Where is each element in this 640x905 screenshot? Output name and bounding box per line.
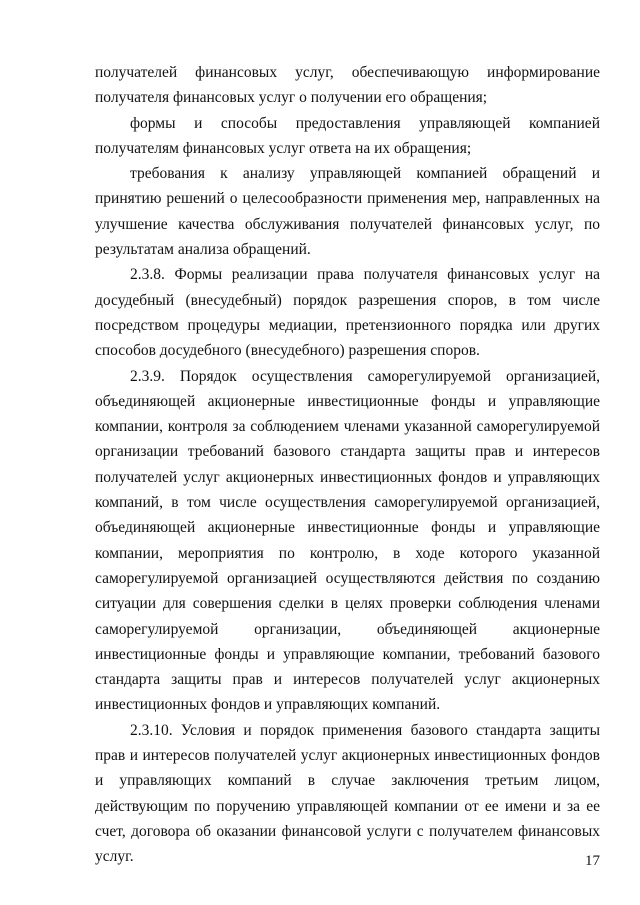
page-number: 17 — [585, 853, 600, 869]
paragraph-2-3-10: 2.3.10. Условия и порядок применения базового стандарта защиты прав и интересов получателей услуг акционерных инвестиционных фондов и управляющих компаний в случае заключения третьим лицом, действующим по поручению управляющей компании от ее имени и за ее счет, договора об оказании финансовой услуги с получателем финансовых услуг. — [95, 721, 600, 866]
paragraph-2-3-9: 2.3.9. Порядок осуществления саморегулируемой организацией, объединяющей акционерные инвестиционные фонды и управляющие компании, контроля за соблюдением членами указанной саморегулируемой организации требований базового стандарта защиты прав и интересов получателей услуг акционерных инвестиционных фондов и управляющих компаний, в том числе осуществления саморегулируемой организацией, объединяющей акционерные инвестиционные фонды и управляющие компании, мероприятия по контролю, в ходе которого указанной саморегулируемой организацией осуществляются действия по созданию ситуации для совершения сделки в целях проверки соблюдения членами саморегулируемой организации, объединяющей акционерные инвестиционные фонды и управляющие компании, требований базового стандарта защиты прав и интересов получателей услуг акционерных инвестиционных фондов и управляющих компаний. — [95, 367, 600, 714]
body-text — [95, 60, 600, 870]
paragraph-3: требования к анализу управляющей компанией обращений и принятию решений о целесообразности применения мер, направленных на улучшение качества обслуживания получателей финансовых услуг, по результатам анализа обращений. — [95, 165, 600, 259]
paragraph-2-3-8: 2.3.8. Формы реализации права получателя финансовых услуг на досудебный (внесудебный) порядок разрешения споров, в том числе посредством процедуры медиации, претензионного порядка или других способов досудебного (внесудебного) разрешения споров. — [95, 266, 600, 360]
paragraph-1: получателей финансовых услуг, обеспечивающую информирование получателя финансовых услуг о получении его обращения; — [95, 64, 600, 107]
paragraph-2: формы и способы предоставления управляющей компанией получателям финансовых услуг ответа на их обращения; — [95, 114, 600, 157]
